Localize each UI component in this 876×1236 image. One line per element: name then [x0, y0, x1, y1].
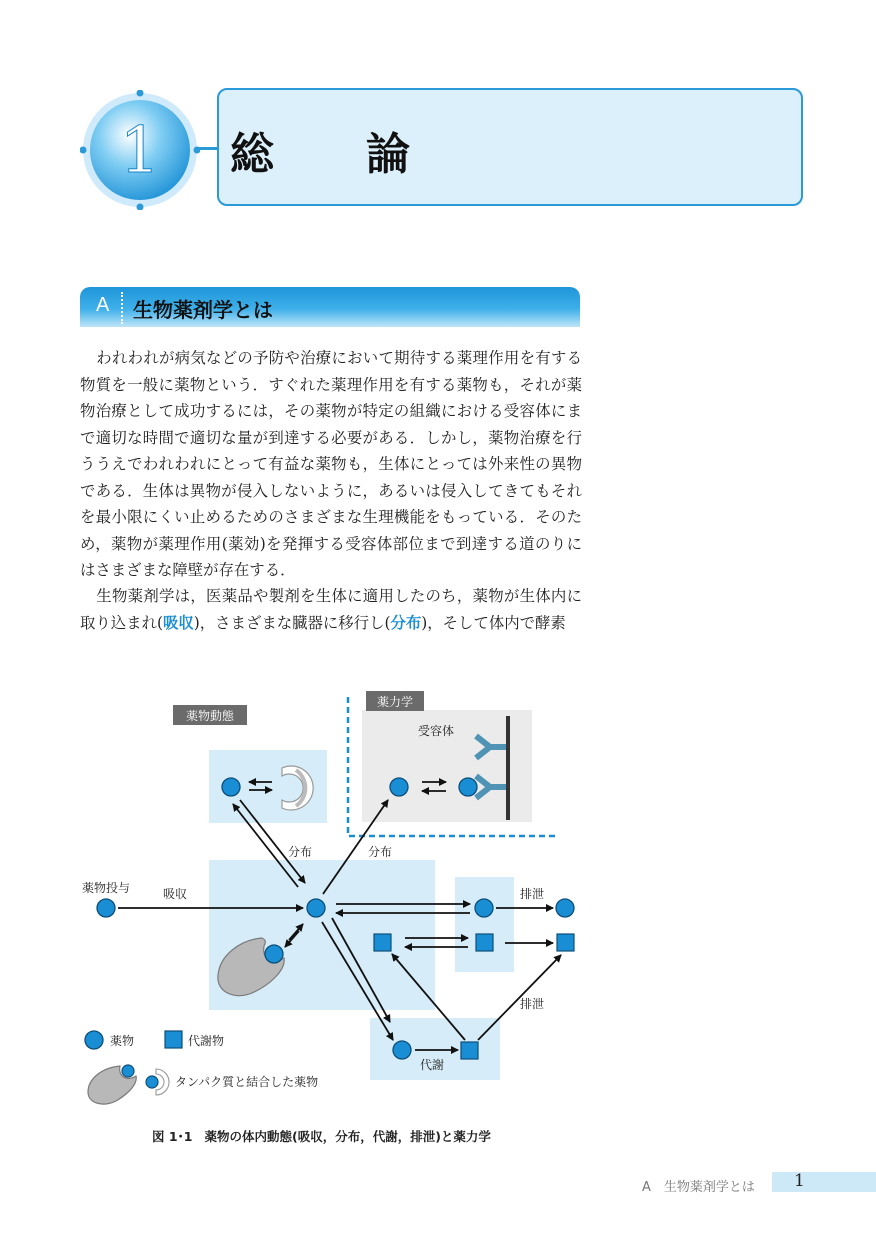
legend-drug-icon — [85, 1031, 103, 1049]
page-number-bar — [772, 1172, 876, 1192]
section-title: 生物薬剤学とは — [133, 298, 273, 322]
figure-caption — [152, 1127, 491, 1145]
metabolite-icon — [461, 1042, 478, 1059]
drug-icon — [265, 945, 283, 963]
paragraph-text: )，さまざまな臓器に移行し( — [193, 613, 391, 632]
metabolite-icon — [476, 934, 493, 951]
legend-metabolite-label: 代謝物 — [188, 1034, 225, 1048]
metabolism-label: 代謝 — [419, 1058, 445, 1072]
legend-drug-icon — [122, 1065, 134, 1077]
running-footer: A 生物薬剤学とは — [642, 1180, 755, 1195]
excretion-label: 排泄 — [519, 997, 545, 1011]
metabolite-icon — [374, 934, 391, 951]
legend-bound-label: タンパク質と結合した薬物 — [175, 1075, 319, 1089]
chapter-connector — [198, 147, 218, 150]
drug-icon — [556, 899, 574, 917]
section-separator — [121, 292, 123, 324]
receptor-label: 受容体 — [417, 724, 455, 738]
distribution-label: 分布 — [287, 845, 313, 859]
pk-label: 薬物動態 — [185, 709, 235, 723]
paragraph-text: 生物薬剤学は，医薬品や製剤を生体に適用したのち，薬物が生体内に取り込まれ( — [80, 587, 582, 632]
legend-metabolite-icon — [165, 1031, 182, 1048]
drug-icon — [307, 899, 325, 917]
paragraph-text: )，そして体内で酵素 — [421, 613, 566, 632]
drug-bound-receptor-icon — [459, 778, 477, 796]
chapter-title: 総 論 — [230, 129, 434, 180]
section-letter: A — [96, 294, 110, 316]
excretion-label: 排泄 — [519, 887, 545, 901]
metabolite-icon — [557, 934, 574, 951]
absorption-label: 吸収 — [162, 887, 188, 901]
figure-number: 図 1･1 — [152, 1129, 193, 1144]
drug-icon — [393, 1041, 411, 1059]
drug-icon — [222, 778, 240, 796]
pd-label: 薬力学 — [376, 695, 414, 709]
legend-drug-label: 薬物 — [110, 1034, 135, 1048]
pharmacokinetics-figure — [80, 690, 600, 1110]
drug-icon — [475, 899, 493, 917]
keyword-absorption: 吸収 — [162, 613, 194, 632]
keyword-distribution: 分布 — [390, 613, 422, 632]
excretion-compartment — [455, 877, 514, 972]
chapter-number-badge — [80, 90, 200, 210]
paragraph-text: われわれが病気などの予防や治療において期待する薬理作用を有する物質を一般に薬物という．すぐれた薬理作用を有する薬物も，それが薬物治療として成功するには，その薬物が特定の組織における受容体にまで適切な時間で適切な量が到達する必要がある．しかし，薬物治療を行ううえでわれわれにとって有益な薬物も，生体にとっては外来性の異物である．生体は異物が侵入しないように，あるいは侵入してきてもそれを最小限にくい止めるためのさまざまな生理機能をもっている．そのため，薬物が薬理作用(薬効)を発揮する受容体部位まで到達する道のりにはさまざまな障壁が存在する． — [80, 349, 582, 579]
body-paragraph-1 — [80, 345, 582, 584]
page-number: 1 — [794, 1171, 805, 1191]
drug-icon — [97, 899, 115, 917]
figure-caption-text: 薬物の体内動態(吸収，分布，代謝，排泄)と薬力学 — [204, 1129, 491, 1144]
legend-drug-icon — [146, 1076, 158, 1088]
chapter-number: 1 — [119, 114, 161, 188]
body-paragraph-2 — [80, 583, 582, 636]
drug-icon — [390, 778, 408, 796]
dosing-label: 薬物投与 — [81, 881, 131, 895]
cell-membrane — [506, 716, 510, 820]
distribution-label: 分布 — [367, 845, 393, 859]
